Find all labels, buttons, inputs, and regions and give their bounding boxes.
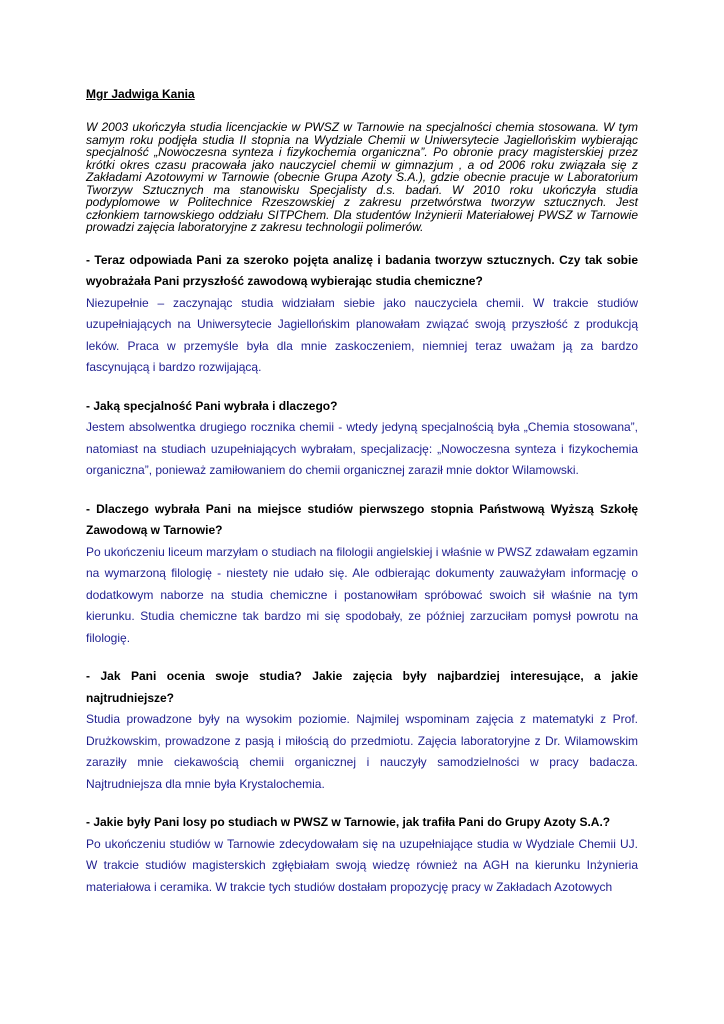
- qa-block: [86, 499, 638, 650]
- qa-block: [86, 396, 638, 482]
- interview-question: - Dlaczego wybrała Pani na miejsce studiów pierwszego stopnia Państwową Wyższą Szkołę Zawodową w Tarnowie?: [86, 501, 638, 537]
- interview-answer: Niezupełnie – zaczynając studia widziałam siebie jako nauczyciela chemii. W trakcie studiów uzupełniających na Uniwersytecie Jagiellońskim planowałam związać swoją przyszłość z produkcją leków. Praca w przemyśle była dla mnie zaskoczeniem, niemniej teraz uważam ją za bardzo fascynującą i bardzo rozwijającą.: [86, 295, 638, 374]
- interview-question: - Jakie były Pani losy po studiach w PWSZ w Tarnowie, jak trafiła Pani do Grupy Azoty S.A.?: [86, 815, 611, 829]
- interview-question: - Jaką specjalność Pani wybrała i dlaczego?: [86, 398, 338, 413]
- qa-block: [86, 250, 638, 379]
- qa-block: [86, 812, 638, 898]
- page-title: Mgr Jadwiga Kania: [86, 87, 195, 101]
- interview-answer: Po ukończeniu studiów w Tarnowie zdecydowałam się na uzupełniające studia w Wydziale Chemii UJ. W trakcie studiów magisterskich zgłębiałam swoją wiedzę również na AGH na kierunku Inżynieria materiałowa i ceramika. W trakcie tych studiów dostałam propozycję pracy w Zakładach Azotowych: [86, 836, 638, 894]
- interview-answer: Jestem absolwentka drugiego rocznika chemii - wtedy jedyną specjalnością była „Chemia stosowana”, natomiast na studiach uzupełniających wybrałam, specjalizację: „Nowoczesna synteza i fizykochemia organiczna”, ponieważ zamiłowaniem do chemii organicznej zaraził mnie doktor Wilamowski.: [86, 420, 638, 477]
- interview-question: - Teraz odpowiada Pani za szeroko pojęta analizę i badania tworzyw sztucznych. Czy tak sobie wyobrażała Pani przyszłość zawodową wybierając studia chemiczne?: [86, 252, 638, 288]
- interview-answer: Po ukończeniu liceum marzyłam o studiach na filologii angielskiej i właśnie w PWSZ zdawałam egzamin na wymarzoną filologię - niestety nie udało się. Ale odbierając dokumenty zauważyłam informację o dodatkowym naborze na studia chemiczne i postanowiłam spróbować swoich sił właśnie na tym kierunku. Studia chemiczne tak bardzo mi się spodobały, ze później zarzuciłam pomysł powrotu na filologię.: [86, 544, 638, 645]
- interview-answer: Studia prowadzone były na wysokim poziomie. Najmilej wspominam zajęcia z matematyki z Prof. Drużkowskim, prowadzone z pasją i miłością do przedmiotu. Zajęcia laboratoryjne z Dr. Wilamowskim zaraziły mnie ciekawością chemii organicznej i nauczyły samodzielności w pracy badacza. Najtrudniejsza dla mnie była Krystalochemia.: [86, 712, 638, 791]
- qa-block: [86, 666, 638, 795]
- biography-paragraph: W 2003 ukończyła studia licencjackie w PWSZ w Tarnowie na specjalności chemia stosowana. W tym samym roku podjęła studia II stopnia na Wydziale Chemii w Uniwersytecie Jagiellońskim wybierając specjalność „Nowoczesna synteza i fizykochemia organiczna”. Po obronie pracy magisterskiej przez krótki okres czasu pracowała jako nauczyciel chemii w gimnazjum , a od 2006 roku związała się z Zakładami Azotowymi w Tarnowie (obecnie Grupa Azoty S.A.), gdzie obecnie pracuje w Laboratorium Tworzyw Sztucznych ma stanowisku Specjalisty d.s. badań. W 2010 roku ukończyła studia podyplomowe w Politechnice Rzeszowskiej z zakresu przetwórstwa tworzyw sztucznych. Jest członkiem tarnowskiego oddziału SITPChem. Dla studentów Inżynierii Materiałowej PWSZ w Tarnowie prowadzi zajęcia laboratoryjne z zakresu technologii polimerów.: [86, 120, 638, 234]
- interview-question: - Jak Pani ocenia swoje studia? Jakie zajęcia były najbardziej interesujące, a jakie najtrudniejsze?: [86, 669, 638, 705]
